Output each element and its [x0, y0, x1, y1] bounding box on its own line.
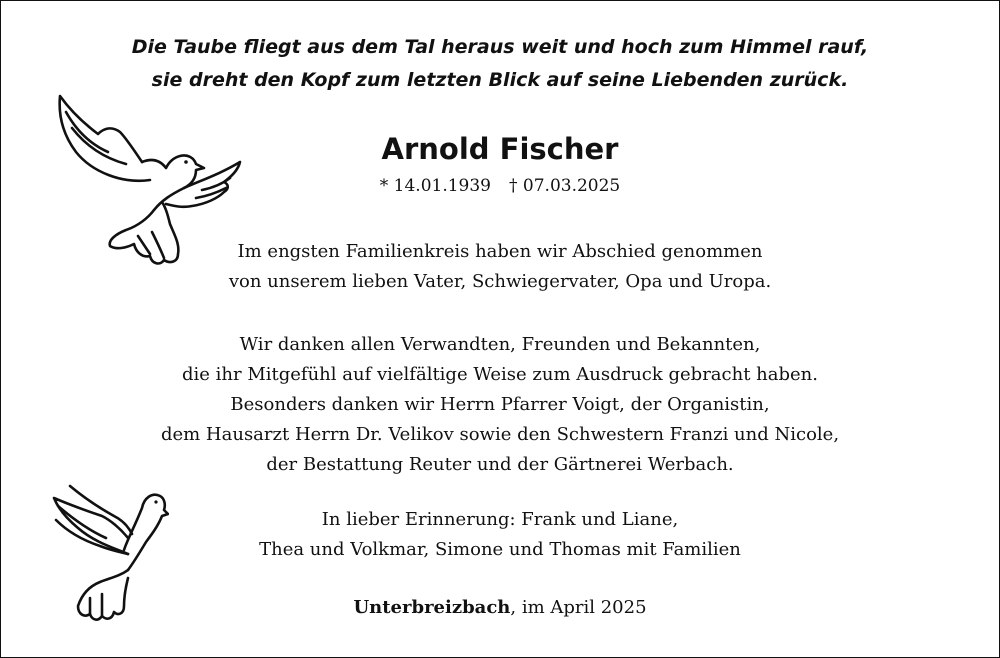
motto-line-1: Die Taube fliegt aus dem Tal heraus weit und hoch zum Himmel rauf, — [131, 36, 869, 58]
death-date: † 07.03.2025 — [509, 176, 621, 196]
thanks-line-2: die ihr Mitgefühl auf vielfältige Weise zum Ausdruck gebracht haben. — [182, 364, 818, 385]
thanks-line-5: der Bestattung Reuter und der Gärtnerei Werbach. — [266, 454, 734, 475]
life-dates — [0, 176, 1000, 196]
place-and-date — [0, 597, 1000, 618]
mourners-line-1: In lieber Erinnerung: Frank und Liane, — [321, 509, 679, 530]
thanks-line-3: Besonders danken wir Herrn Pfarrer Voigt, der Organistin, — [230, 394, 770, 415]
farewell-line-1: Im engsten Familienkreis haben wir Abschied genommen — [237, 241, 763, 262]
thanks-line-4: dem Hausarzt Herrn Dr. Velikov sowie den Schwestern Franzi und Nicole, — [160, 424, 840, 445]
thanks-line-1: Wir danken allen Verwandten, Freunden und Bekannten, — [239, 334, 761, 355]
place-town: Unterbreizbach — [353, 597, 511, 618]
deceased-name: Arnold Fischer — [381, 132, 619, 166]
birth-date: * 14.01.1939 — [379, 176, 491, 196]
farewell-line-2: von unserem lieben Vater, Schwiegervater, Opa und Uropa. — [228, 271, 772, 292]
motto-line-2: sie dreht den Kopf zum letzten Blick auf seine Liebenden zurück. — [151, 69, 849, 91]
mourners-line-2: Thea und Volkmar, Simone und Thomas mit Familien — [259, 539, 741, 560]
place-date: , im April 2025 — [510, 597, 647, 618]
